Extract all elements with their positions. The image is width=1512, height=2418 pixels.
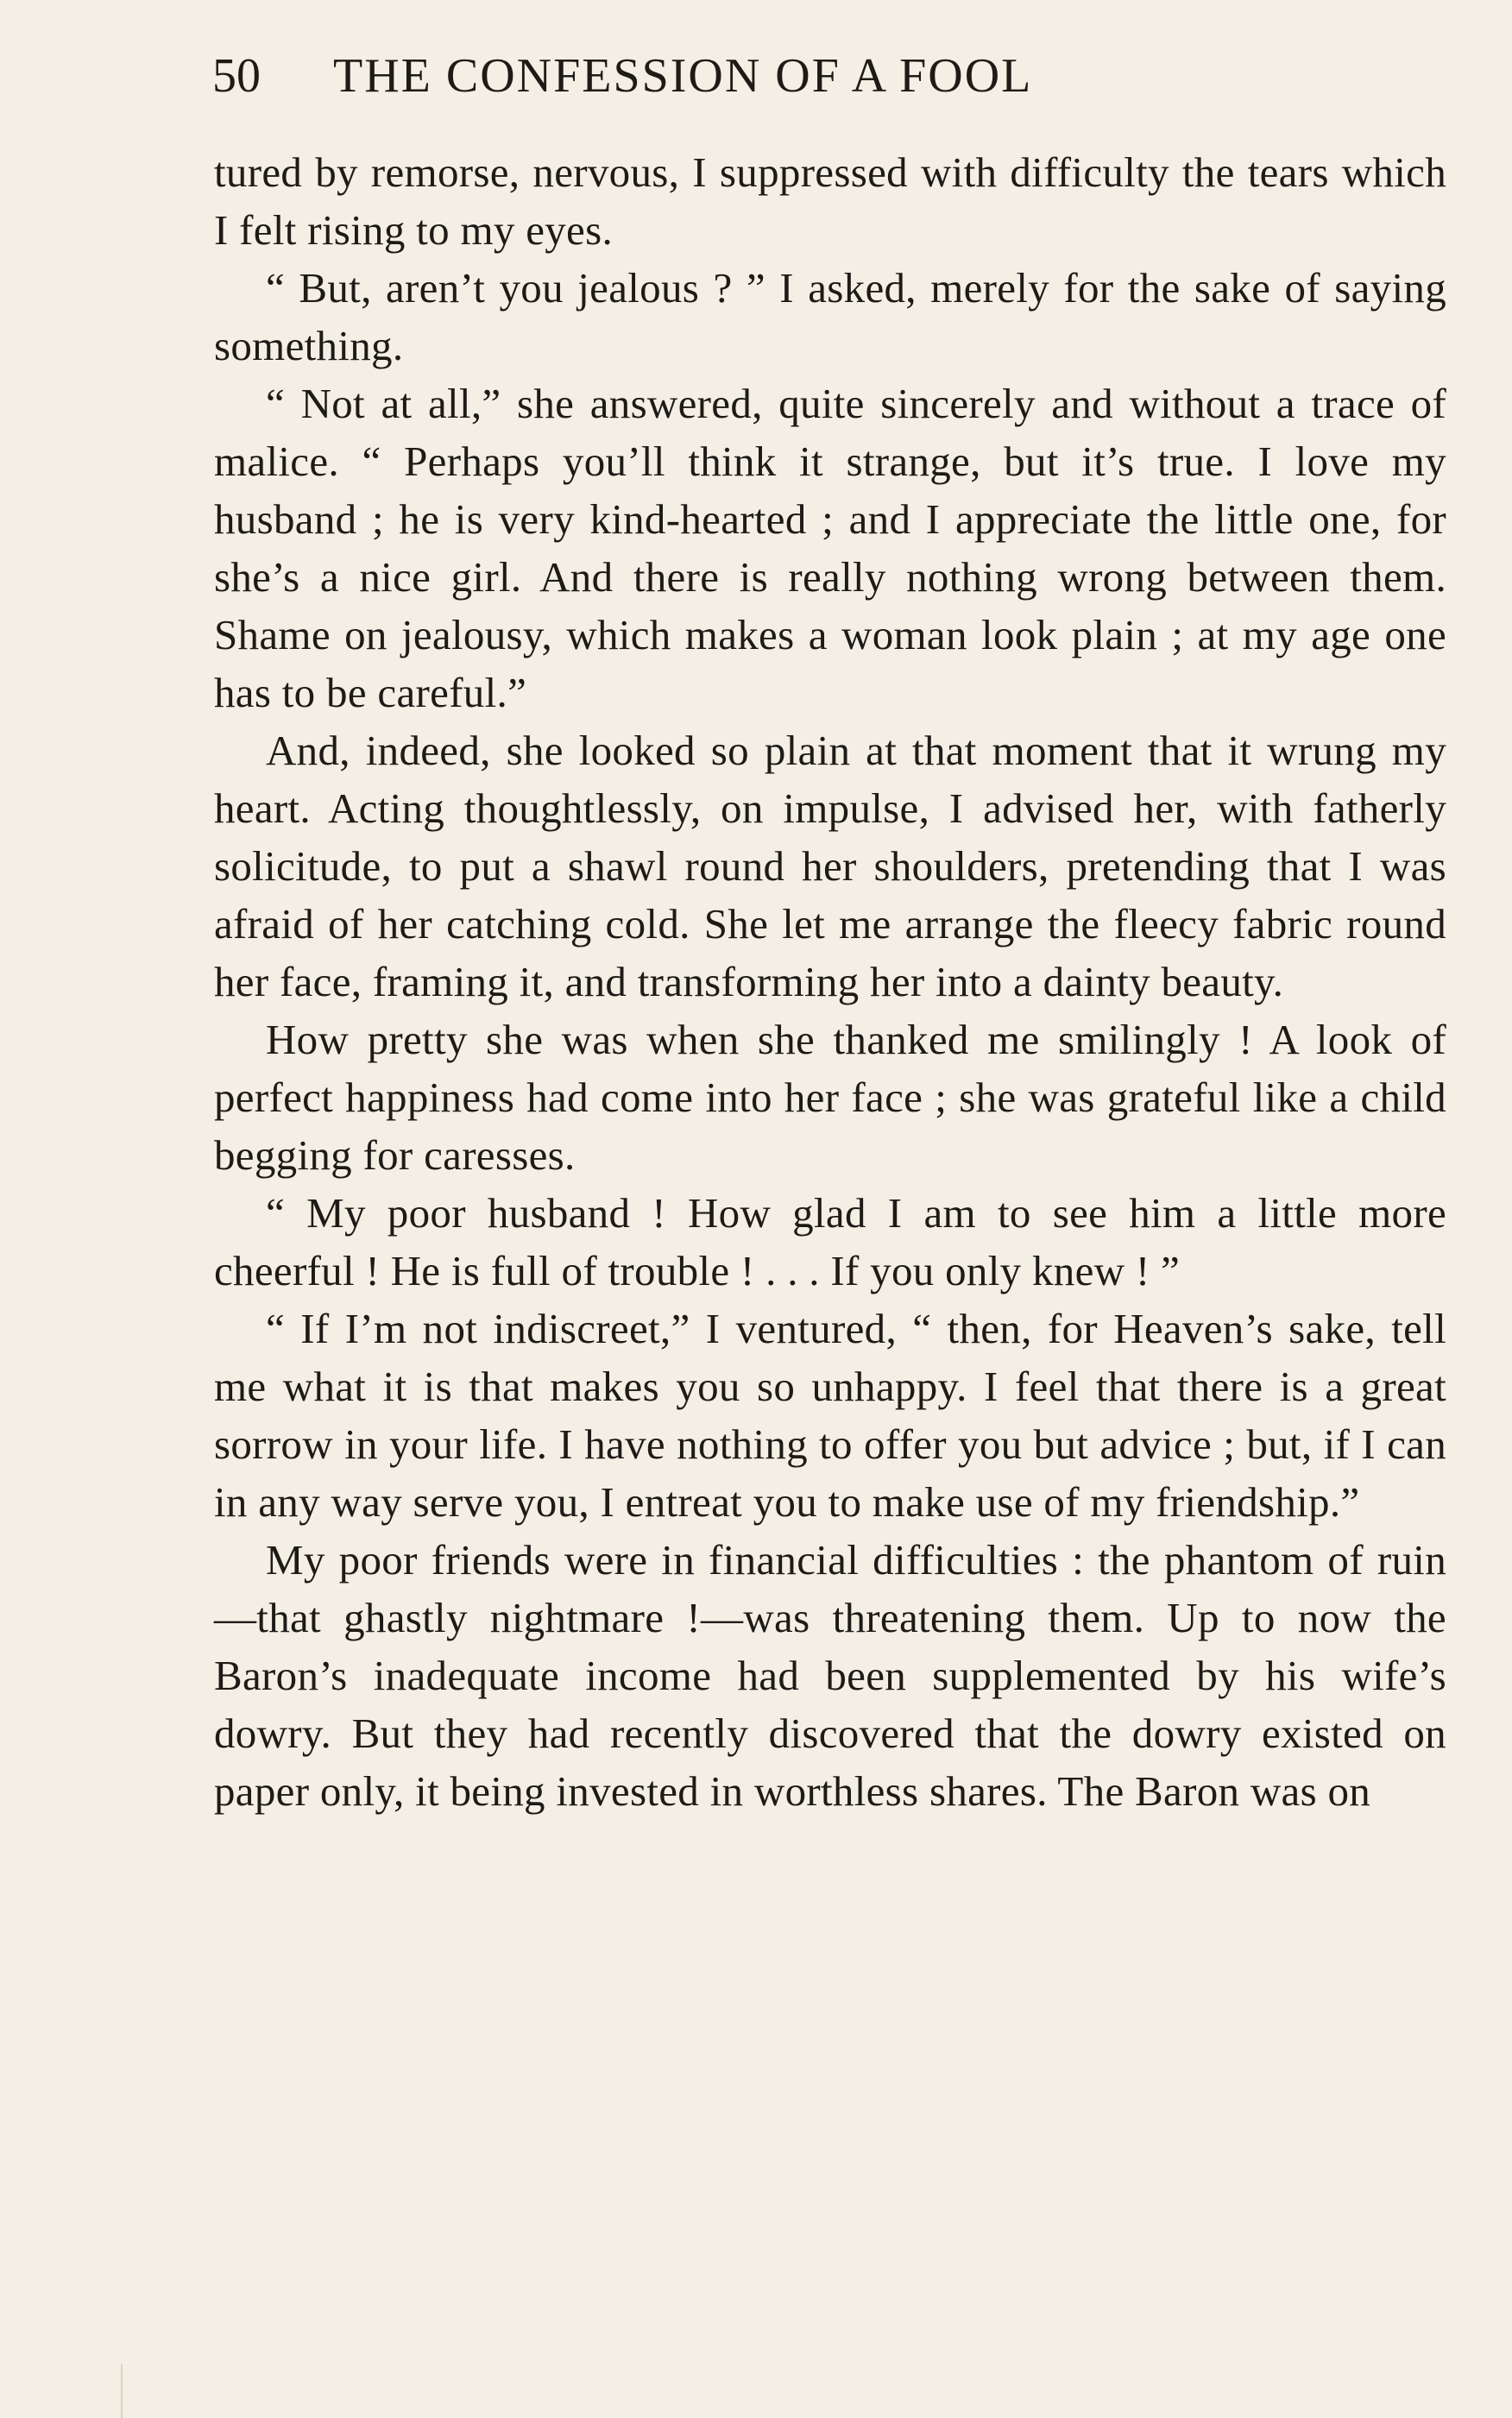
paragraph: “ But, aren’t you jealous ? ” I asked, merely for the sake of saying something. [214, 264, 1446, 369]
paragraph: How pretty she was when she thanked me smilingly ! A look of perfect happiness had come into her face ; she was grateful like a child begging for caresses. [214, 1016, 1446, 1179]
running-title: THE CONFESSION OF A FOOL [333, 49, 1033, 103]
paragraph: My poor friends were in financial difficulties : the phantom of ruin—that ghastly nightmare !—was threatening them. Up to now the Baron’s inadequate income had been supplemented by his wife’s dowry. But they had recently discovered that the dowry existed on paper only, it being invested in worthless shares. The Baron was on [214, 1536, 1446, 1815]
body-text [214, 143, 1446, 1820]
paragraph: “ My poor husband ! How glad I am to see him a little more cheerful ! He is full of trouble ! . . . If you only knew ! ” [214, 1189, 1446, 1294]
running-head [212, 41, 1446, 110]
paragraph: And, indeed, she looked so plain at that moment that it wrung my heart. Acting thoughtlessly, on impulse, I advised her, with fatherly solicitude, to put a shawl round her shoulders, pretending that I was afraid of her catching cold. She let me arrange the fleecy fabric round her face, framing it, and transforming her into a dainty beauty. [214, 727, 1446, 1005]
paragraph: “ If I’m not indiscreet,” I ventured, “ then, for Heaven’s sake, tell me what it is that makes you so unhappy. I feel that there is a great sorrow in your life. I have nothing to offer you but advice ; but, if I can in any way serve you, I entreat you to make use of my friendship.” [214, 1305, 1446, 1526]
page-number: 50 [212, 49, 261, 103]
paragraph: “ Not at all,” she answered, quite sincerely and without a trace of malice. “ Perhaps you’ll think it strange, but it’s true. I love my husband ; he is very kind-hearted ; and I appreciate the little one, for she’s a nice girl. And there is really nothing wrong between them. Shame on jealousy, which makes a woman look plain ; at my age one has to be careful.” [214, 380, 1446, 716]
page-edge-mark [121, 2364, 123, 2418]
paragraph-continued: tured by remorse, nervous, I suppressed with difficulty the tears which I felt rising to my eyes. [214, 148, 1446, 254]
